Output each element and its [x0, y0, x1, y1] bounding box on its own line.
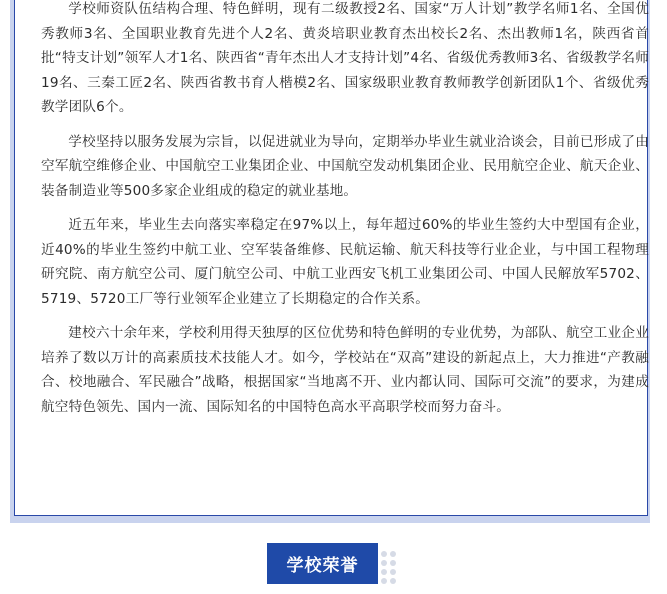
article-body: [41, 0, 649, 429]
article-card: [14, 0, 648, 516]
paragraph-faculty: 学校师资队伍结构合理、特色鲜明，现有二级教授2名、国家“万人计划”教学名师1名、全国优秀教师3名、全国职业教育先进个人2名、黄炎培职业教育杰出校长2名、杰出教师1名，陕西省首批“特支计划”领军人才1名、陕西省“青年杰出人才支持计划”4名、省级优秀教师3名、省级教学名师19名、三秦工匠2名、陕西省教书育人楷模2名、国家级职业教育教师教学创新团队1个、省级优秀教学团队6个。: [41, 1, 649, 115]
paragraph-employment-base: 学校坚持以服务发展为宗旨，以促进就业为导向，定期举办毕业生就业洽谈会，目前已形成了由空军航空维修企业、中国航空工业集团企业、中国航空发动机集团企业、民用航空企业、航天企业、装备制造业等500多家企业组成的稳定的就业基地。: [41, 133, 649, 199]
school-honors-button[interactable]: 学校荣誉: [267, 543, 378, 584]
paragraph-history-goals: 建校六十余年来，学校利用得天独厚的区位优势和特色鲜明的专业优势，为部队、航空工业企业培养了数以万计的高素质技术技能人才。如今，学校站在“双高”建设的新起点上，大力推进“产教融合、校地融合、军民融合”战略，根据国家“当地离不开、业内都认同、国际可交流”的要求，为建成航空特色领先、国内一流、国际知名的中国特色高水平高职学校而努力奋斗。: [41, 325, 649, 415]
paragraph-graduate-outcomes: 近五年来，毕业生去向落实率稳定在97%以上，每年超过60%的毕业生签约大中型国有企业，近40%的毕业生签约中航工业、空军装备维修、民航运输、航天科技等行业企业，与中国工程物理研究院、南方航空公司、厦门航空公司、中航工业西安飞机工业集团公司、中国人民解放军5702、5719、5720工厂等行业领军企业建立了长期稳定的合作关系。: [41, 217, 649, 307]
decorative-dots-icon: [381, 551, 397, 585]
